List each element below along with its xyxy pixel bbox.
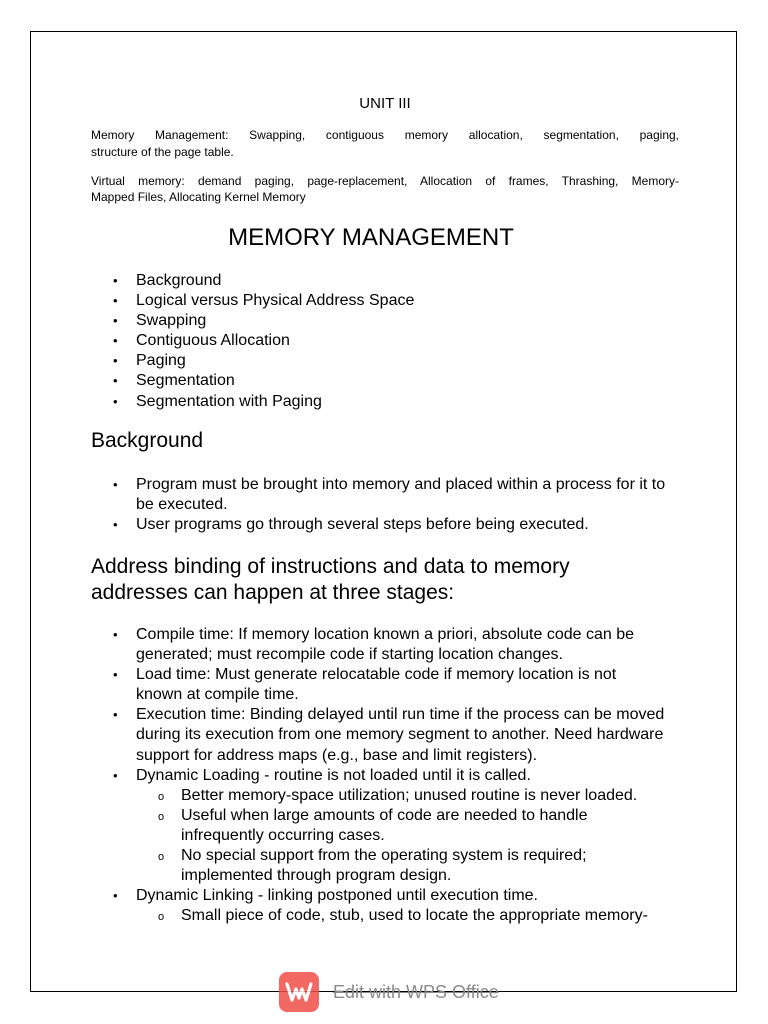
list-item: • Compile time: If memory location known a priori, absolute code can be generated; must recompile code if starting location changes. (91, 625, 691, 665)
list-item: • Background (91, 271, 691, 291)
syllabus-virtual-line-2: Mapped Files, Allocating Kernel Memory (91, 190, 306, 204)
syllabus-virtual-line-1 (91, 173, 679, 189)
list-item: • Contiguous Allocation (91, 331, 691, 351)
syllabus-memory-line-1 (91, 127, 679, 143)
list-item: • Segmentation (91, 371, 691, 391)
syllabus-memory-line-2: structure of the page table. (91, 145, 234, 159)
background-list (91, 475, 681, 535)
list-item (91, 766, 691, 887)
list-item: • Segmentation with Paging (91, 392, 691, 412)
list-item: • Program must be brought into memory and placed within a process for it to be executed. (91, 475, 681, 515)
list-item-text: Dynamic Linking - linking postponed until execution time. (136, 887, 538, 905)
sub-list-item: o No special support from the operating system is required; implemented through program design. (91, 846, 661, 886)
list-item: • Load time: Must generate relocatable code if memory location is not known at compile time. (91, 665, 666, 705)
list-item: • Paging (91, 351, 691, 371)
sub-list-item: o Small piece of code, stub, used to locate the appropriate memory- (91, 906, 691, 926)
list-item (91, 886, 691, 926)
unit-title: UNIT III (359, 95, 411, 112)
list-item: • Logical versus Physical Address Space (91, 291, 691, 311)
address-binding-heading: Address binding of instructions and data to memory addresses can happen at three stages: (91, 555, 570, 604)
sub-list-item: o Useful when large amounts of code are needed to handle infrequently occurring cases. (91, 806, 621, 846)
wps-watermark-text: Edit with WPS Office (333, 981, 499, 1002)
list-item-text: Execution time: Binding delayed until run time if the process can be moved during its execution from one memory segment to another. Need hardware support for address maps (e.g., base and limit registers). (136, 706, 665, 764)
list-item (91, 705, 691, 765)
background-heading: Background (91, 429, 204, 452)
main-heading: MEMORY MANAGEMENT (228, 224, 514, 251)
wps-watermark[interactable] (279, 970, 499, 1014)
syllabus-virtual-text-1: demand paging, page-replacement, Allocation of frames, Thrashing, Memory- (198, 174, 679, 188)
syllabus-memory-text-1: Swapping, contiguous memory allocation, segmentation, paging, (249, 128, 679, 142)
sub-list-item: o Better memory-space utilization; unused routine is never loaded. (91, 786, 691, 806)
wps-logo-icon (279, 972, 319, 1012)
topic-list (91, 271, 691, 412)
list-item: • User programs go through several steps before being executed. (91, 515, 681, 535)
list-item-text: Dynamic Loading - routine is not loaded until it is called. (136, 766, 531, 784)
syllabus-virtual-label: Virtual memory: (91, 174, 185, 188)
sub-list (136, 786, 691, 886)
list-item: • Swapping (91, 311, 691, 331)
address-binding-list (91, 625, 691, 926)
syllabus-memory-label: Memory Management: (91, 128, 229, 142)
sub-list (136, 906, 691, 926)
